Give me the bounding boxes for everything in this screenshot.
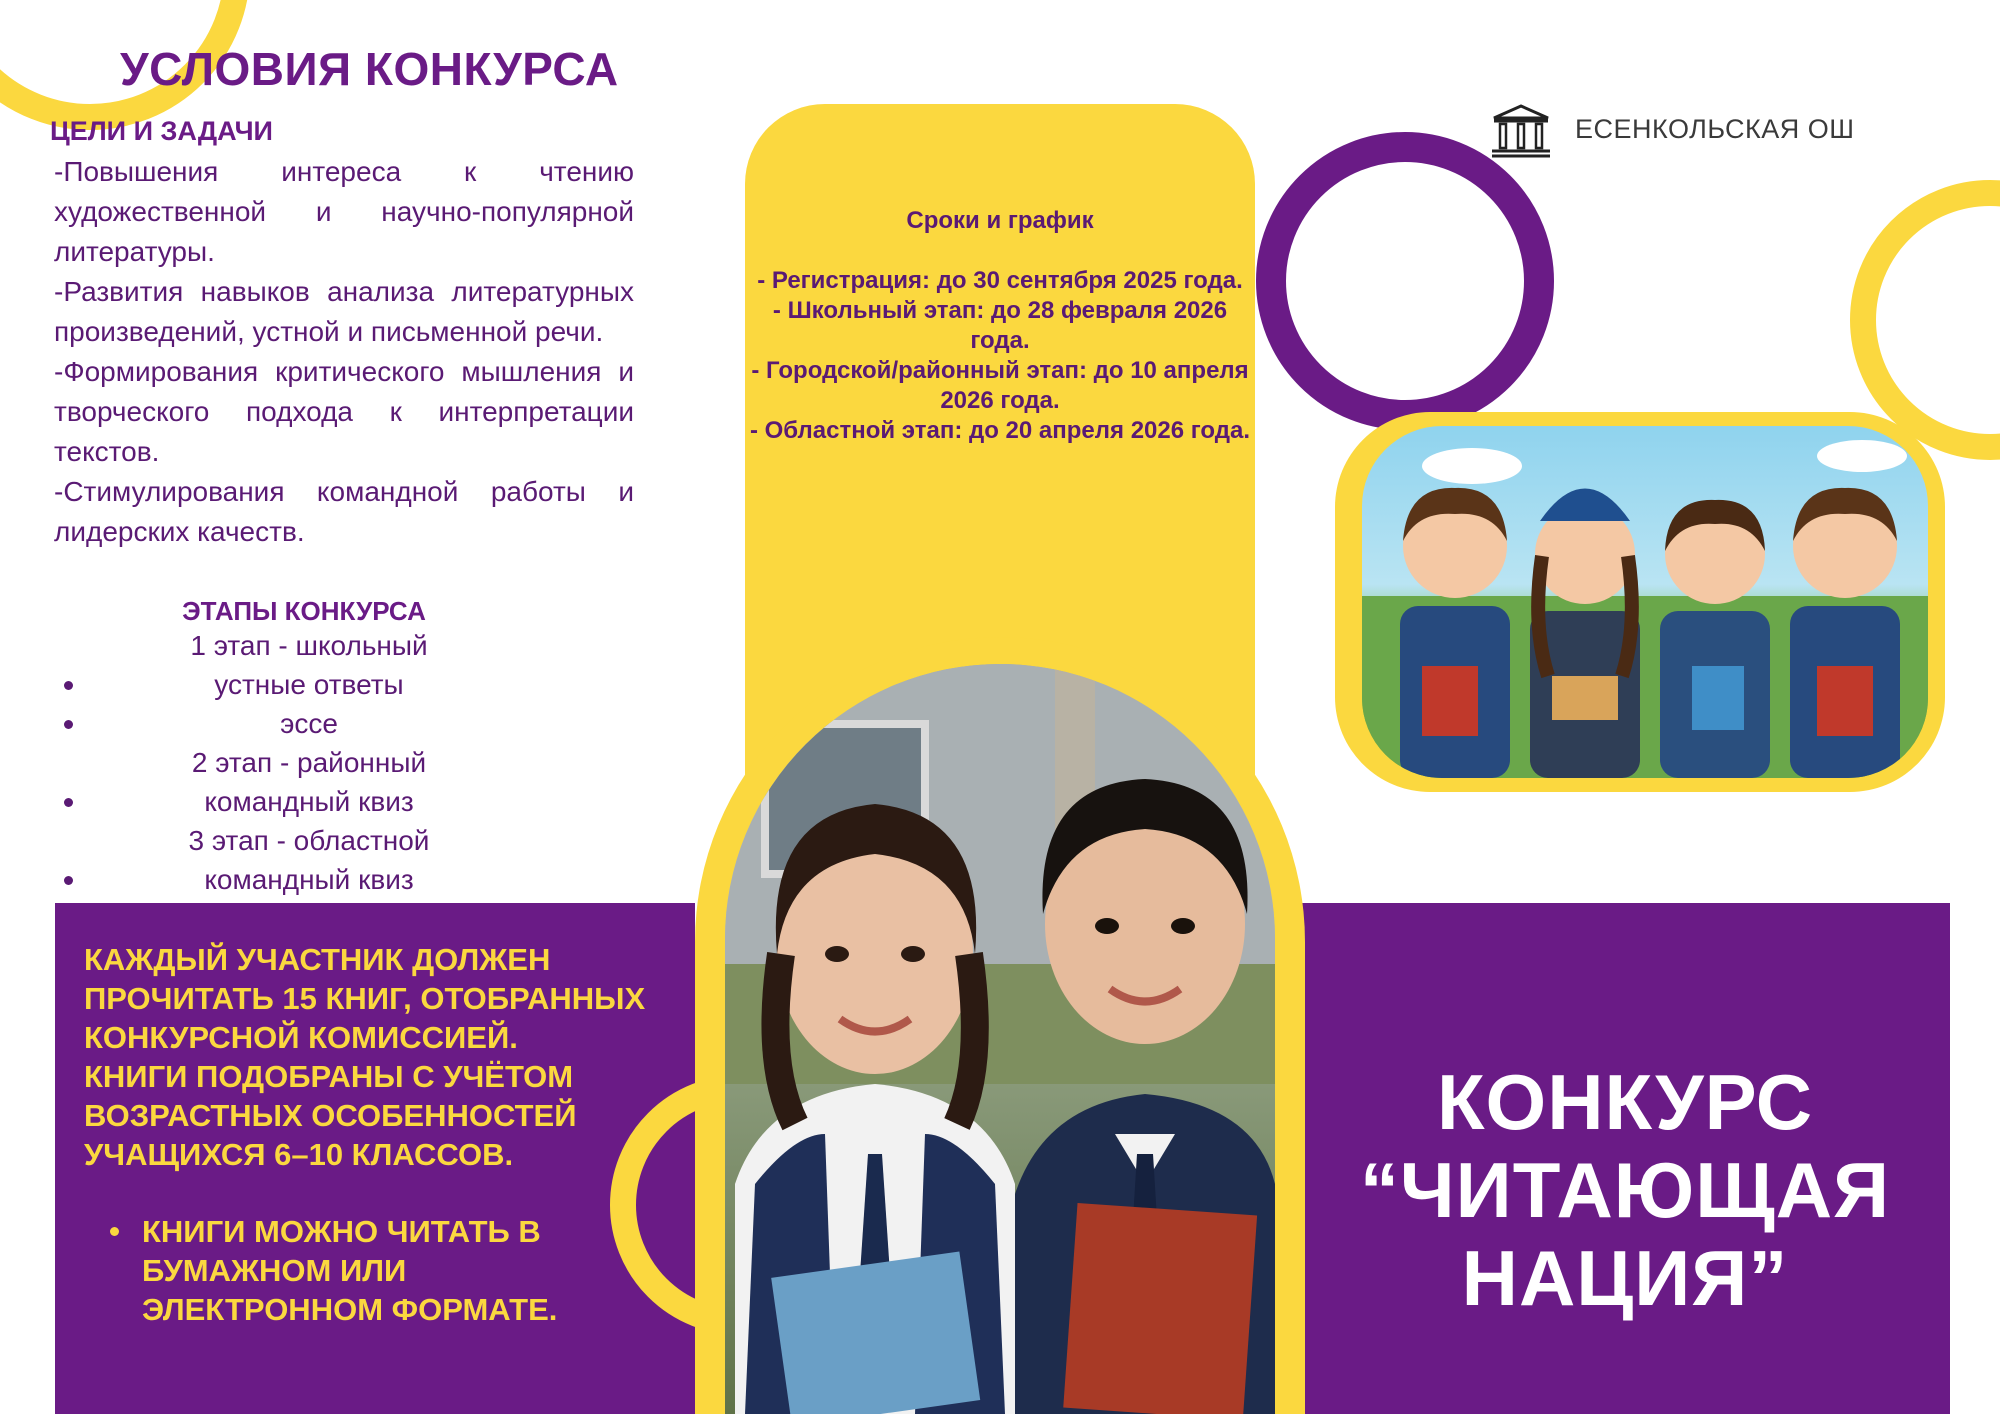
contest-title [1300, 1058, 1950, 1322]
conditions-title: УСЛОВИЯ КОНКУРСА [120, 43, 619, 95]
building-columns-icon [1490, 104, 1552, 158]
cartoon-students-illustration [1362, 426, 1928, 778]
goal-item: -Стимулирования командной работы и лидерских качеств. [54, 476, 634, 547]
contest-title-line: “ЧИТАЮЩАЯ [1359, 1146, 1891, 1234]
stage-item-text: командный квиз [204, 786, 414, 817]
goals-list [54, 152, 634, 552]
requirements-paragraph-1: КАЖДЫЙ УЧАСТНИК ДОЛЖЕН ПРОЧИТАТЬ 15 КНИГ, ОТОБРАННЫХ КОНКУРСНОЙ КОМИССИЕЙ. [84, 942, 646, 1055]
stages-heading: ЭТАПЫ КОНКУРСА [182, 596, 426, 626]
students-photo-illustration [725, 664, 1275, 1414]
schedule-heading: Сроки и график [906, 207, 1094, 234]
stage-item-text: командный квиз [204, 864, 414, 895]
stage-item [54, 782, 634, 821]
stage-title-text: 2 этап - районный [191, 747, 427, 778]
stage-title-text: 3 этап - областной [188, 825, 430, 856]
contest-title-line: КОНКУРС [1436, 1058, 1814, 1146]
schedule-item-school-stage: - Школьный этап: до 28 февраля 2026 года. [772, 297, 1228, 354]
goals-heading: ЦЕЛИ И ЗАДАЧИ [50, 116, 273, 146]
stages-list [54, 626, 634, 899]
stage-title [54, 626, 634, 665]
stage-item [54, 665, 634, 704]
requirements-text [84, 940, 654, 1174]
schedule-block [745, 206, 1255, 446]
cartoon-students-drawing [1362, 426, 1928, 778]
stage-item-text: устные ответы [214, 669, 404, 700]
goal-item: -Повышения интереса к чтению художественной и научно-популярной литературы. [54, 156, 634, 267]
contest-title-line: НАЦИЯ” [1461, 1234, 1789, 1322]
stage-item-text: эссе [280, 708, 338, 739]
stage-title [54, 821, 634, 860]
stage-item [54, 860, 634, 899]
goal-item: -Формирования критического мышления и творческого подхода к интерпретации текстов. [54, 356, 634, 467]
stage-title-text: 1 этап - школьный [190, 630, 428, 661]
requirements-bullet [110, 1212, 650, 1329]
stage-title [54, 743, 634, 782]
stage-item [54, 704, 634, 743]
schedule-item-regional-stage: - Областной этап: до 20 апреля 2026 года. [749, 417, 1251, 444]
schedule-item-district-stage: - Городской/районный этап: до 10 апреля 2026 года. [751, 357, 1249, 414]
students-photo [725, 664, 1275, 1414]
goal-item: -Развития навыков анализа литературных произведений, устной и письменной речи. [54, 276, 634, 347]
decor-ring-purple [1256, 132, 1554, 430]
schedule-item-registration: - Регистрация: до 30 сентября 2025 года. [757, 267, 1243, 294]
requirements-paragraph-2: КНИГИ ПОДОБРАНЫ С УЧЁТОМ ВОЗРАСТНЫХ ОСОБЕННОСТЕЙ УЧАЩИХСЯ 6–10 КЛАССОВ. [84, 1059, 577, 1172]
requirements-bullet-text: КНИГИ МОЖНО ЧИТАТЬ В БУМАЖНОМ ИЛИ ЭЛЕКТРОННОМ ФОРМАТЕ. [142, 1214, 558, 1327]
bullet-icon [110, 1227, 119, 1236]
school-name: ЕСЕНКОЛЬСКАЯ ОШ [1575, 114, 1855, 144]
